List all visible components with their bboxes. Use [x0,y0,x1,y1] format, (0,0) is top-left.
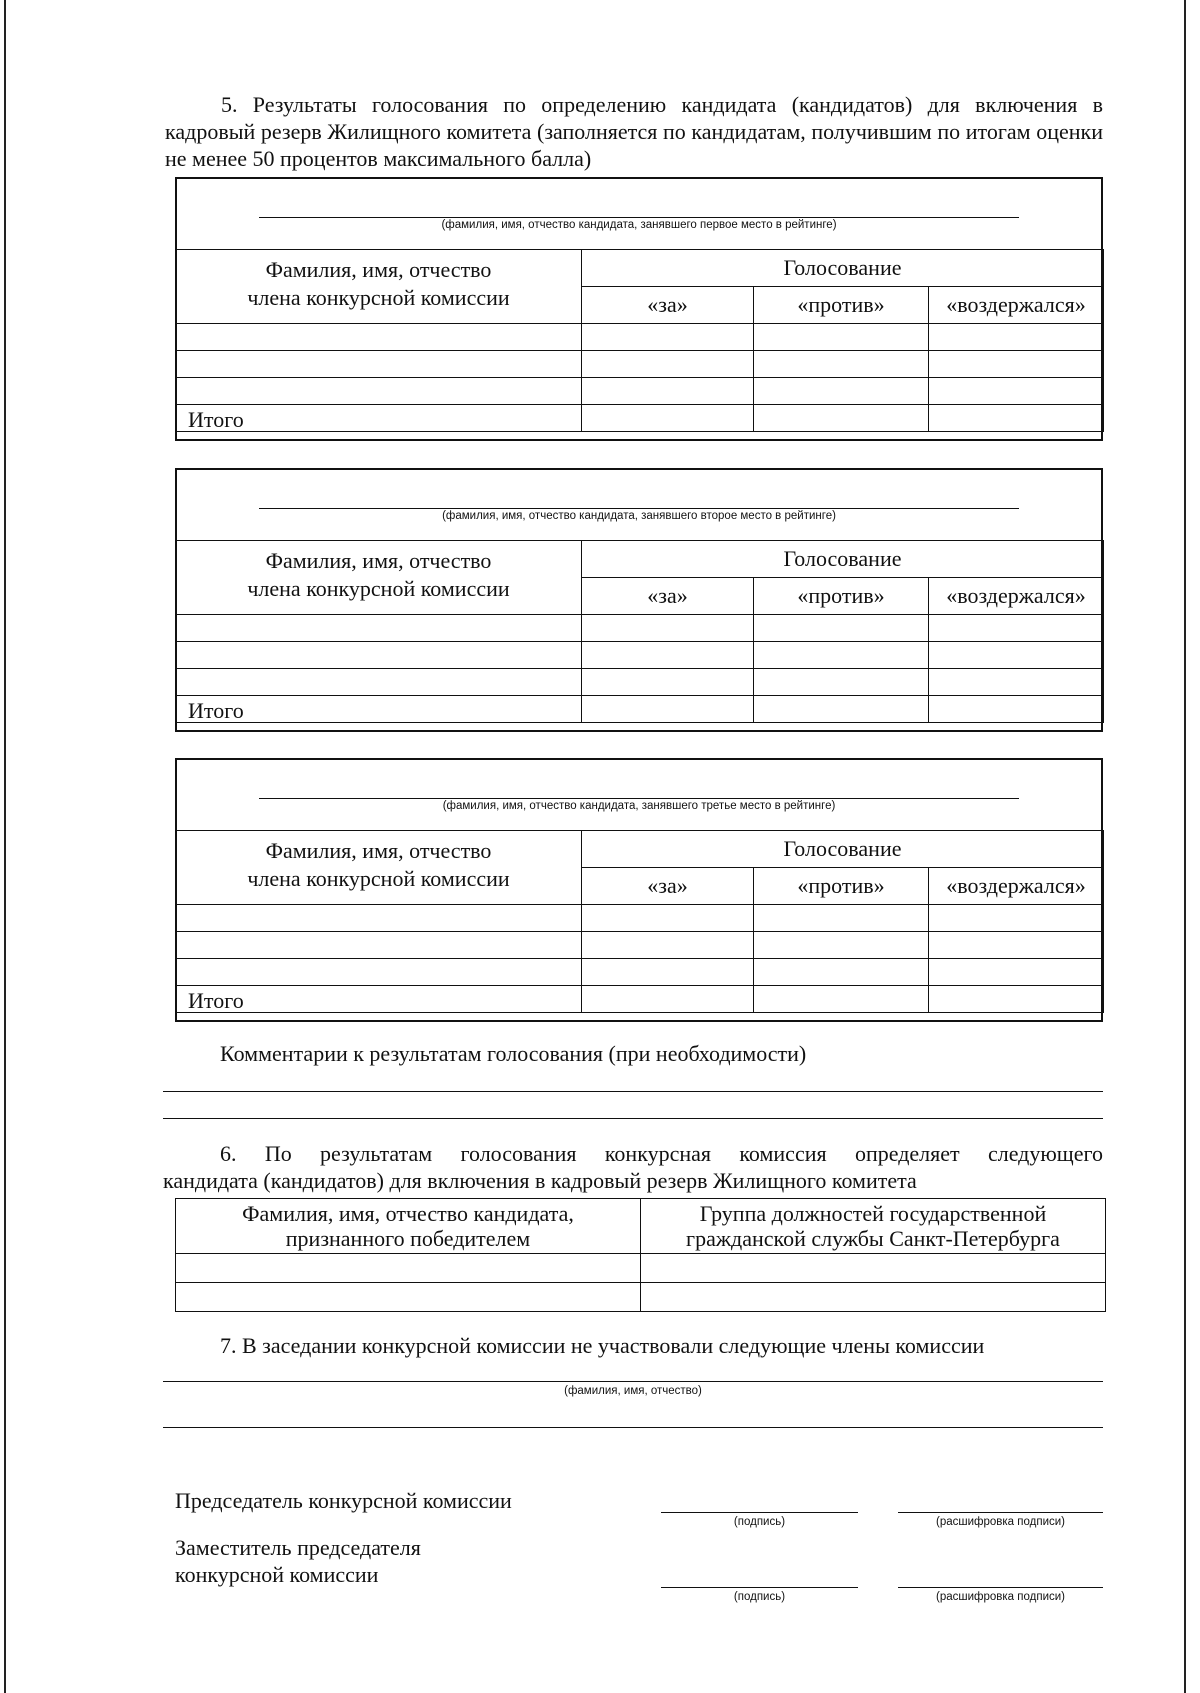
position-group-header: Группа должностей государственной гражданской службы Санкт-Петербурга [641,1199,1106,1254]
table-row [176,1254,1106,1283]
section-5-text: 5. Результаты голосования по определению кандидата (кандидатов) для включения в кадровый резерв Жилищного комитета (заполняется по кандидатам, получившим по итогам оценки не менее 50 процентов максимального балла) [165,92,1103,171]
chairman-label: Председатель конкурсной комиссии [175,1488,512,1513]
table-row [176,932,1104,959]
candidate-name-line [259,217,1019,218]
voting-header: Голосование [582,250,1104,287]
vote-table-first-place [175,177,1103,441]
table-row [176,1283,1106,1312]
vote-table-third-place [175,758,1103,1022]
chairman-decoding-line [898,1512,1103,1513]
col-for: «за» [582,868,754,905]
total-row: Итого [176,986,1104,1013]
deputy-signature-caption: (подпись) [733,1591,786,1603]
col-against: «против» [754,868,929,905]
table-row [176,959,1104,986]
member-header: Фамилия, имя, отчество члена конкурсной комиссии [176,250,582,324]
col-for: «за» [582,287,754,324]
deputy-label: Заместитель председателя конкурсной комиссии [175,1535,421,1587]
absent-members-caption: (фамилия, имя, отчество) [564,1385,702,1397]
member-header: Фамилия, имя, отчество члена конкурсной комиссии [176,831,582,905]
col-for: «за» [582,578,754,615]
candidate-caption: (фамилия, имя, отчество кандидата, занявшего третье место в рейтинге) [442,800,836,812]
table-row [176,324,1104,351]
voting-header: Голосование [582,541,1104,578]
total-row: Итого [176,696,1104,723]
table-row [176,905,1104,932]
voting-header: Голосование [582,831,1104,868]
chairman-decoding-caption: (расшифровка подписи) [936,1516,1065,1528]
table-row [176,378,1104,405]
section-7-text: 7. В заседании конкурсной комиссии не участвовали следующие члены комиссии [220,1333,985,1358]
candidate-caption: (фамилия, имя, отчество кандидата, занявшего второе место в рейтинге) [442,510,836,522]
deputy-decoding-line [898,1587,1103,1588]
scan-right-edge [1184,0,1186,1693]
comments-label: Комментарии к результатам голосования (при необходимости) [220,1041,807,1066]
section-6-text-line-2: кандидата (кандидатов) для включения в кадровый резерв Жилищного комитета [163,1168,917,1193]
winner-name-header: Фамилия, имя, отчество кандидата, признанного победителем [176,1199,641,1254]
absent-members-line-2 [163,1427,1103,1428]
col-against: «против» [754,287,929,324]
vote-grid [175,830,1104,1013]
total-row: Итого [176,405,1104,432]
vote-grid [175,249,1104,432]
comments-line-1 [163,1091,1103,1092]
scan-left-edge [4,0,6,1693]
candidate-caption: (фамилия, имя, отчество кандидата, занявшего первое место в рейтинге) [441,219,837,231]
comments-line-2 [163,1118,1103,1119]
member-header: Фамилия, имя, отчество члена конкурсной комиссии [176,541,582,615]
candidate-name-line [259,508,1019,509]
absent-members-line [163,1381,1103,1382]
col-abstain: «воздержался» [929,287,1104,324]
winners-table [175,1198,1106,1312]
deputy-signature-line [661,1587,858,1588]
table-row [176,351,1104,378]
vote-grid [175,540,1104,723]
chairman-signature-caption: (подпись) [733,1516,786,1528]
table-row [176,642,1104,669]
vote-table-second-place [175,468,1103,732]
col-against: «против» [754,578,929,615]
candidate-name-line [259,798,1019,799]
table-row [176,669,1104,696]
deputy-decoding-caption: (расшифровка подписи) [936,1591,1065,1603]
section-6-text-line-1: 6. По результатам голосования конкурсная комиссия определяет следующего [220,1141,1103,1166]
chairman-signature-line [661,1512,858,1513]
col-abstain: «воздержался» [929,578,1104,615]
col-abstain: «воздержался» [929,868,1104,905]
table-row [176,615,1104,642]
